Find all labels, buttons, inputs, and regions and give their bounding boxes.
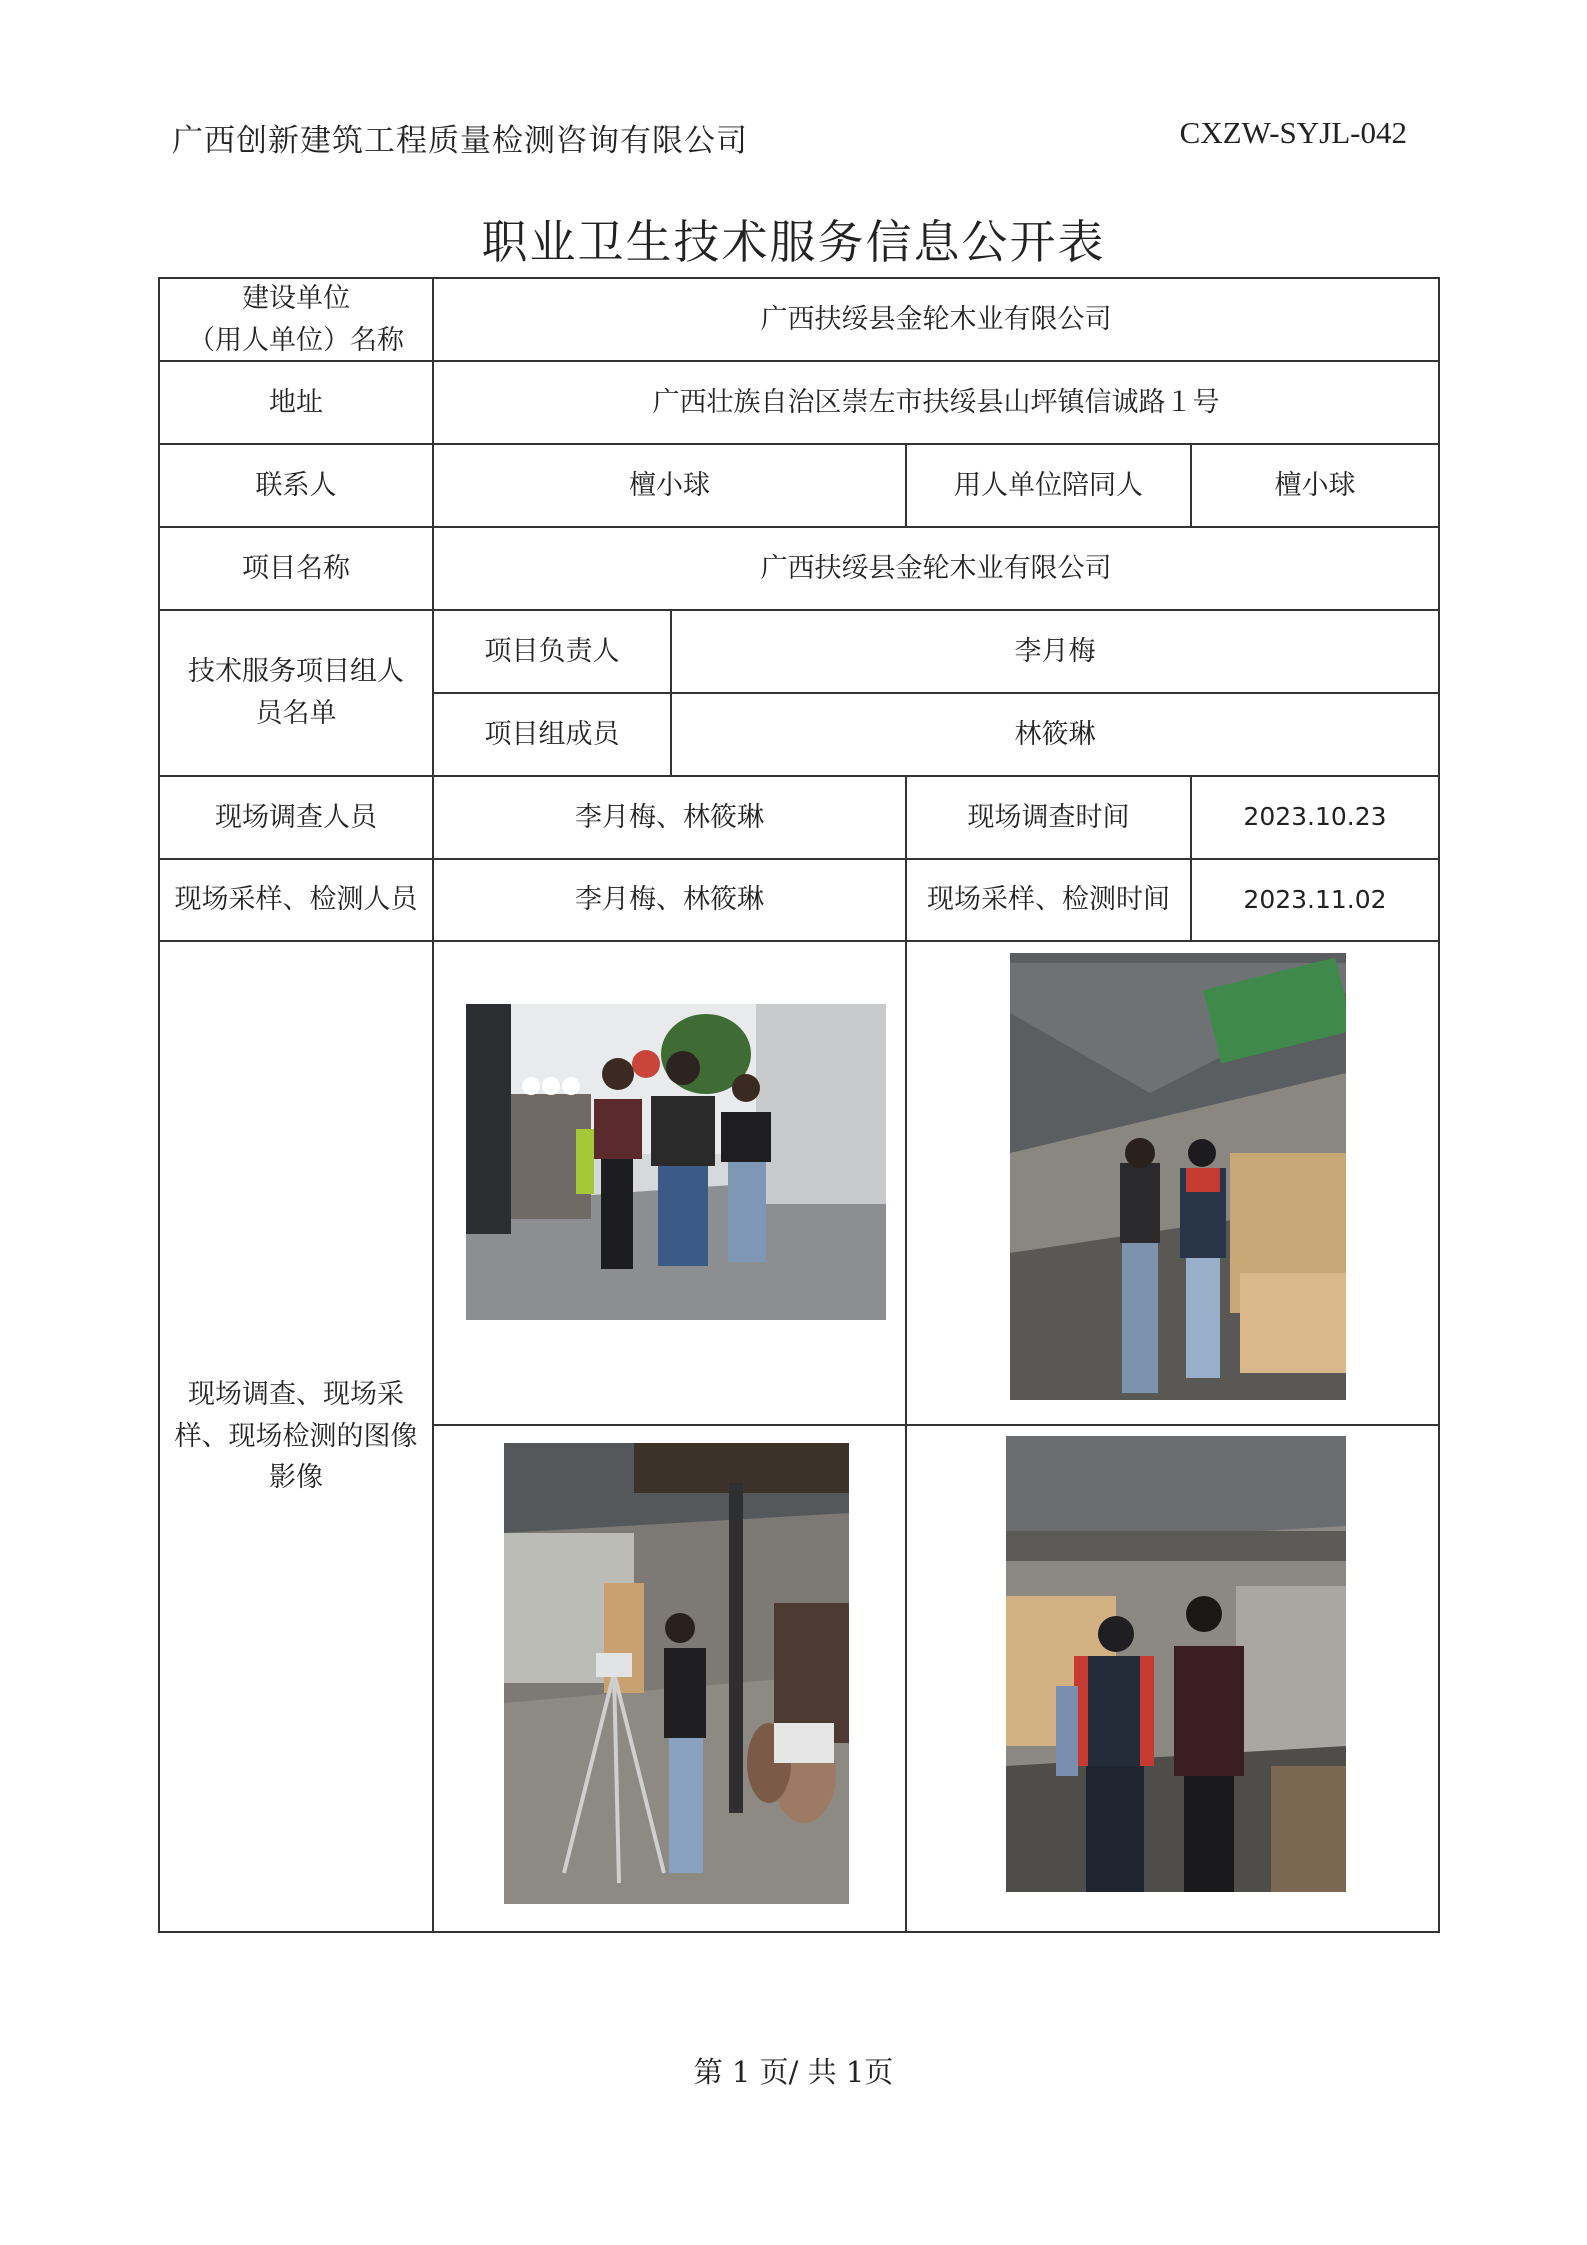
leader-value: 李月梅 bbox=[1014, 635, 1096, 667]
company-name: 广西创新建筑工程质量检测咨询有限公司 bbox=[172, 123, 748, 159]
leader-label: 项目负责人 bbox=[484, 635, 620, 667]
photo-tripod-sampling bbox=[504, 1443, 849, 1904]
member-value: 林筱琳 bbox=[1014, 718, 1096, 750]
page-number: 第 1 页/ 共 1页 bbox=[693, 2055, 894, 2089]
address-value: 广西壮族自治区崇左市扶绥县山坪镇信诚路１号 bbox=[652, 386, 1220, 418]
page-title: 职业卫生技术服务信息公开表 bbox=[481, 215, 1106, 269]
employer-label bbox=[160, 279, 432, 360]
employer-value: 广西扶绥县金轮木业有限公司 bbox=[760, 303, 1112, 335]
sampling-staff-value: 李月梅、林筱琳 bbox=[575, 884, 764, 916]
survey-time-label: 现场调查时间 bbox=[967, 801, 1130, 833]
sampling-time-value: 2023.11.02 bbox=[1243, 884, 1387, 914]
project-label: 项目名称 bbox=[242, 552, 350, 584]
project-value: 广西扶绥县金轮木业有限公司 bbox=[760, 552, 1112, 584]
member-label: 项目组成员 bbox=[484, 718, 620, 750]
contact-value: 檀小球 bbox=[629, 469, 710, 501]
escort-value: 檀小球 bbox=[1274, 469, 1356, 501]
images-label: 现场调查、现场采样、现场检测的图像影像 bbox=[174, 1378, 418, 1494]
survey-staff-label: 现场调查人员 bbox=[215, 801, 377, 833]
survey-time-value: 2023.10.23 bbox=[1243, 802, 1387, 832]
photo-factory-sampling-1 bbox=[1010, 953, 1346, 1400]
team-label: 技术服务项目组人员名单 bbox=[188, 656, 404, 729]
document-code: CXZW-SYJL-042 bbox=[1179, 115, 1407, 150]
escort-label: 用人单位陪同人 bbox=[954, 469, 1143, 501]
employer-label-line2: （用人单位）名称 bbox=[188, 324, 404, 356]
address-label: 地址 bbox=[269, 386, 323, 418]
employer-label-line1: 建设单位 bbox=[242, 282, 350, 314]
sampling-staff-label: 现场采样、检测人员 bbox=[174, 884, 418, 916]
photo-office-group bbox=[466, 1004, 886, 1320]
contact-label: 联系人 bbox=[255, 469, 337, 501]
photo-factory-sampling-2 bbox=[1006, 1436, 1346, 1892]
sampling-time-label: 现场采样、检测时间 bbox=[927, 884, 1170, 916]
survey-staff-value: 李月梅、林筱琳 bbox=[575, 801, 764, 833]
